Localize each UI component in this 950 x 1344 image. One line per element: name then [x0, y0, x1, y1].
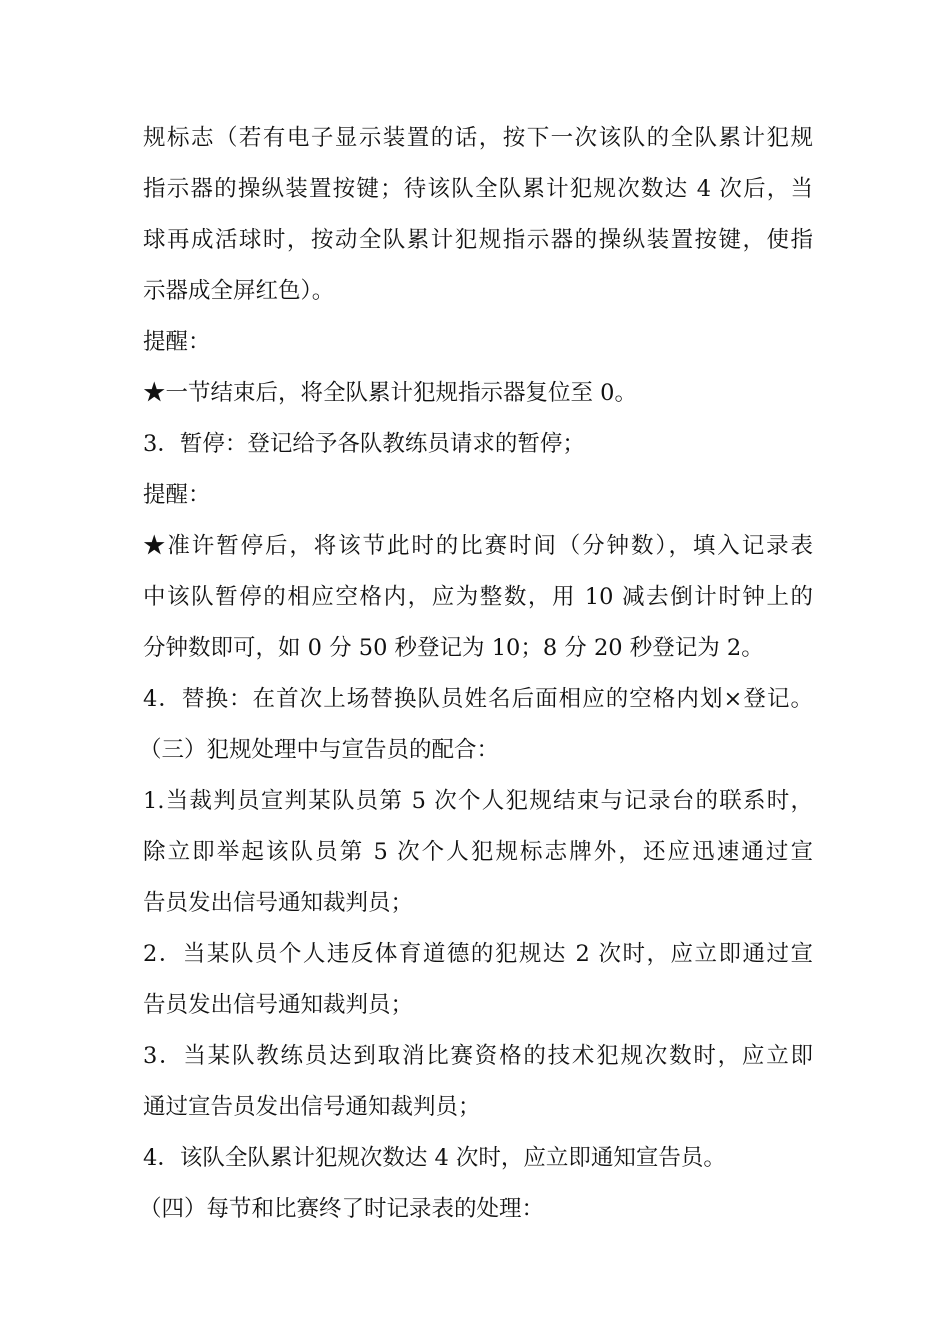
section-substitution: 4．替换：在首次上场替换队员姓名后面相应的空格内划×登记。 — [143, 686, 813, 712]
reminder-label-1: 提醒： — [143, 329, 211, 355]
reminder-item-2-line-3: 分钟数即可，如 0 分 50 秒登记为 10；8 分 20 秒登记为 2。 — [143, 635, 764, 661]
item-2-line-1: 2．当某队员个人违反体育道德的犯规达 2 次时，应立即通过宣 — [143, 941, 813, 967]
reminder-item-2-line-2: 中该队暂停的相应空格内，应为整数，用 10 减去倒计时钟上的 — [143, 584, 813, 610]
reminder-label-2: 提醒： — [143, 482, 211, 508]
item-4: 4．该队全队累计犯规次数达 4 次时，应立即通知宣告员。 — [143, 1145, 726, 1171]
section-heading-3: （三）犯规处理中与宣告员的配合： — [139, 737, 500, 763]
section-timeout: 3．暂停：登记给予各队教练员请求的暂停； — [143, 431, 585, 457]
reminder-item-2-line-1: ★准许暂停后，将该节此时的比赛时间（分钟数），填入记录表 — [143, 533, 813, 559]
item-2-line-2: 告员发出信号通知裁判员； — [143, 992, 414, 1018]
text-line-2: 指示器的操纵装置按键；待该队全队累计犯规次数达 4 次后，当 — [143, 176, 813, 202]
text-line-3: 球再成活球时，按动全队累计犯规指示器的操纵装置按键，使指 — [143, 227, 813, 253]
item-1-line-2: 除立即举起该队员第 5 次个人犯规标志牌外，还应迅速通过宣 — [143, 839, 813, 865]
item-3-line-2: 通过宣告员发出信号通知裁判员； — [143, 1094, 481, 1120]
document-body — [139, 113, 813, 1235]
text-line-1: 规标志（若有电子显示装置的话，按下一次该队的全队累计犯规 — [143, 125, 813, 151]
reminder-item-1: ★一节结束后，将全队累计犯规指示器复位至 0。 — [143, 380, 637, 406]
section-heading-4: （四）每节和比赛终了时记录表的处理： — [139, 1196, 545, 1222]
item-3-line-1: 3．当某队教练员达到取消比赛资格的技术犯规次数时，应立即 — [143, 1043, 813, 1069]
item-1-line-1: 1.当裁判员宣判某队员第 5 次个人犯规结束与记录台的联系时， — [143, 788, 813, 814]
text-line-4: 示器成全屏红色）。 — [143, 278, 335, 304]
item-1-line-3: 告员发出信号通知裁判员； — [143, 890, 414, 916]
